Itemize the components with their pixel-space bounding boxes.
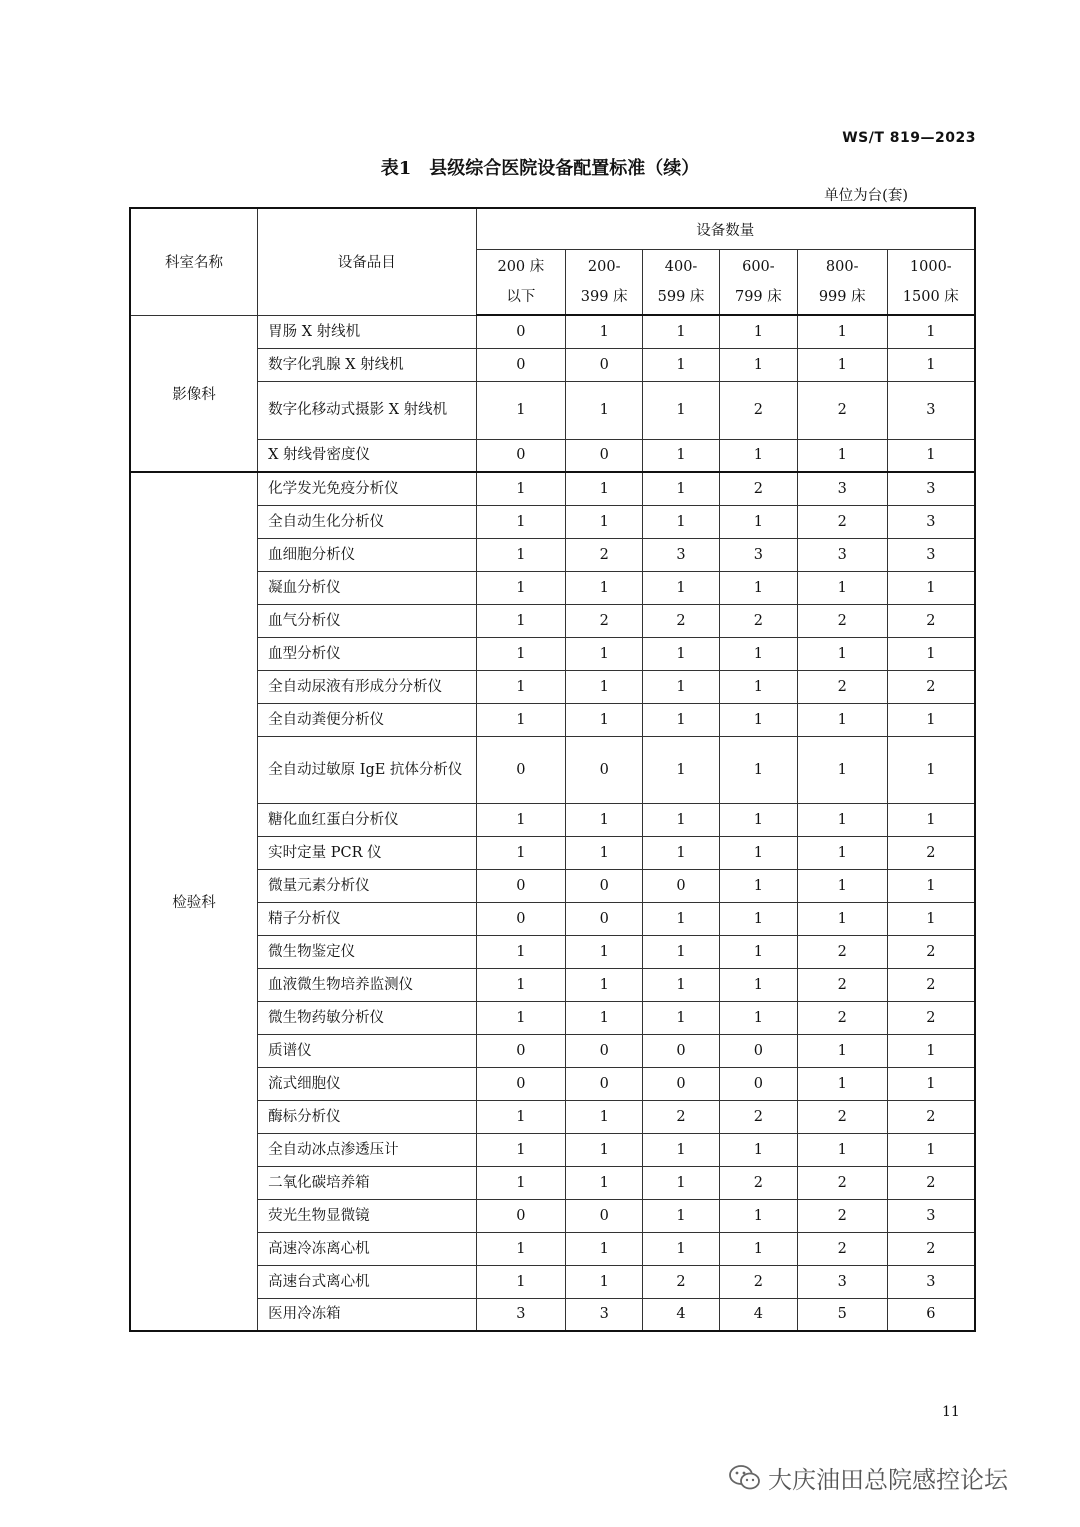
quantity-cell: 0 — [566, 348, 643, 381]
quantity-cell: 0 — [476, 1034, 566, 1067]
quantity-cell: 2 — [719, 1100, 797, 1133]
quantity-cell: 1 — [797, 703, 887, 736]
item-name-cell: 全自动粪便分析仪 — [258, 703, 476, 736]
quantity-cell: 1 — [476, 703, 566, 736]
quantity-cell: 2 — [797, 935, 887, 968]
table-row — [130, 439, 975, 472]
quantity-cell: 3 — [887, 1199, 975, 1232]
quantity-cell: 1 — [719, 703, 797, 736]
quantity-cell: 1 — [797, 1133, 887, 1166]
quantity-cell: 1 — [797, 736, 887, 803]
table-row — [130, 736, 975, 803]
table-row — [130, 571, 975, 604]
quantity-cell: 0 — [476, 315, 566, 348]
item-name-cell: 糖化血红蛋白分析仪 — [258, 803, 476, 836]
quantity-cell: 1 — [719, 505, 797, 538]
quantity-cell: 1 — [643, 1232, 720, 1265]
quantity-cell: 1 — [566, 670, 643, 703]
item-name-cell: 荧光生物显微镜 — [258, 1199, 476, 1232]
quantity-cell: 0 — [566, 1034, 643, 1067]
quantity-cell: 2 — [719, 1265, 797, 1298]
table-row — [130, 670, 975, 703]
table-row — [130, 1034, 975, 1067]
quantity-cell: 3 — [887, 505, 975, 538]
header-bed-line1: 200 床 — [497, 259, 545, 275]
quantity-cell: 1 — [566, 571, 643, 604]
header-bed-line2: 399 床 — [580, 289, 628, 305]
quantity-cell: 1 — [566, 1166, 643, 1199]
quantity-cell: 2 — [887, 968, 975, 1001]
table-row — [130, 637, 975, 670]
quantity-cell: 0 — [643, 869, 720, 902]
quantity-cell: 0 — [719, 1067, 797, 1100]
quantity-cell: 1 — [719, 315, 797, 348]
quantity-cell: 1 — [566, 1133, 643, 1166]
quantity-cell: 1 — [719, 1001, 797, 1034]
quantity-cell: 1 — [566, 505, 643, 538]
item-name-cell: 全自动冰点渗透压计 — [258, 1133, 476, 1166]
quantity-cell: 1 — [566, 836, 643, 869]
quantity-cell: 3 — [887, 381, 975, 439]
quantity-cell: 1 — [476, 935, 566, 968]
item-name-cell: 数字化移动式摄影 X 射线机 — [258, 381, 476, 439]
quantity-cell: 2 — [797, 1166, 887, 1199]
watermark — [728, 1460, 1008, 1495]
table-row — [130, 1001, 975, 1034]
quantity-cell: 1 — [797, 1034, 887, 1067]
item-name-cell: 血细胞分析仪 — [258, 538, 476, 571]
quantity-cell: 1 — [643, 968, 720, 1001]
header-bed-col — [476, 250, 566, 316]
item-name-cell: 胃肠 X 射线机 — [258, 315, 476, 348]
quantity-cell: 1 — [797, 348, 887, 381]
quantity-cell: 1 — [887, 315, 975, 348]
quantity-cell: 1 — [566, 968, 643, 1001]
quantity-cell: 1 — [887, 803, 975, 836]
quantity-cell: 1 — [797, 803, 887, 836]
table-row — [130, 1133, 975, 1166]
quantity-cell: 0 — [566, 1199, 643, 1232]
quantity-cell: 2 — [887, 1232, 975, 1265]
quantity-cell: 1 — [476, 1100, 566, 1133]
header-bed-line2: 599 床 — [657, 289, 705, 305]
table-row — [130, 348, 975, 381]
quantity-cell: 1 — [476, 538, 566, 571]
header-bed-line2: 以下 — [506, 289, 536, 305]
item-name-cell: 数字化乳腺 X 射线机 — [258, 348, 476, 381]
quantity-cell: 1 — [643, 736, 720, 803]
quantity-cell: 1 — [566, 315, 643, 348]
quantity-cell: 0 — [476, 439, 566, 472]
quantity-cell: 1 — [887, 703, 975, 736]
quantity-cell: 1 — [476, 968, 566, 1001]
quantity-cell: 1 — [719, 968, 797, 1001]
item-name-cell: 医用冷冻箱 — [258, 1298, 476, 1331]
header-bed-line1: 200- — [587, 259, 621, 275]
quantity-cell: 5 — [797, 1298, 887, 1331]
item-name-cell: 高速冷冻离心机 — [258, 1232, 476, 1265]
quantity-cell: 1 — [887, 348, 975, 381]
unit-note: 单位为台(套) — [824, 188, 908, 204]
quantity-cell: 1 — [566, 703, 643, 736]
quantity-cell: 3 — [719, 538, 797, 571]
quantity-cell: 1 — [643, 505, 720, 538]
quantity-cell: 1 — [719, 670, 797, 703]
table-row — [130, 803, 975, 836]
quantity-cell: 1 — [719, 803, 797, 836]
quantity-cell: 2 — [887, 1166, 975, 1199]
quantity-cell: 0 — [643, 1067, 720, 1100]
quantity-cell: 0 — [476, 869, 566, 902]
quantity-cell: 2 — [719, 381, 797, 439]
quantity-cell: 1 — [797, 315, 887, 348]
item-name-cell: 全自动尿液有形成分分析仪 — [258, 670, 476, 703]
item-name-cell: 凝血分析仪 — [258, 571, 476, 604]
table-row — [130, 472, 975, 505]
quantity-cell: 2 — [797, 968, 887, 1001]
header-bed-col — [887, 250, 975, 316]
quantity-cell: 1 — [566, 472, 643, 505]
table-row — [130, 381, 975, 439]
quantity-cell: 1 — [887, 637, 975, 670]
quantity-cell: 1 — [643, 381, 720, 439]
quantity-cell: 1 — [643, 803, 720, 836]
header-quantity: 设备数量 — [476, 208, 975, 250]
quantity-cell: 1 — [643, 472, 720, 505]
quantity-cell: 3 — [797, 1265, 887, 1298]
item-name-cell: 酶标分析仪 — [258, 1100, 476, 1133]
quantity-cell: 1 — [643, 1166, 720, 1199]
quantity-cell: 0 — [566, 439, 643, 472]
header-bed-line1: 800- — [825, 259, 859, 275]
item-name-cell: 血气分析仪 — [258, 604, 476, 637]
quantity-cell: 0 — [476, 736, 566, 803]
quantity-cell: 1 — [476, 637, 566, 670]
quantity-cell: 1 — [566, 1001, 643, 1034]
quantity-cell: 0 — [719, 1034, 797, 1067]
quantity-cell: 1 — [797, 902, 887, 935]
quantity-cell: 1 — [476, 1265, 566, 1298]
dept-cell: 检验科 — [130, 472, 258, 1331]
quantity-cell: 1 — [719, 637, 797, 670]
quantity-cell: 1 — [566, 935, 643, 968]
quantity-cell: 3 — [887, 1265, 975, 1298]
quantity-cell: 1 — [476, 604, 566, 637]
header-item: 设备品目 — [258, 208, 476, 315]
quantity-cell: 1 — [476, 1166, 566, 1199]
quantity-cell: 0 — [566, 1067, 643, 1100]
quantity-cell: 1 — [887, 439, 975, 472]
quantity-cell: 0 — [476, 1199, 566, 1232]
quantity-cell: 1 — [797, 637, 887, 670]
quantity-cell: 1 — [476, 571, 566, 604]
quantity-cell: 1 — [643, 1001, 720, 1034]
item-name-cell: 精子分析仪 — [258, 902, 476, 935]
quantity-cell: 3 — [887, 538, 975, 571]
table-title — [0, 154, 1080, 180]
quantity-cell: 1 — [887, 736, 975, 803]
header-bed-line2: 1500 床 — [902, 289, 959, 305]
quantity-cell: 1 — [476, 1232, 566, 1265]
quantity-cell: 1 — [566, 381, 643, 439]
item-name-cell: X 射线骨密度仪 — [258, 439, 476, 472]
item-name-cell: 全自动生化分析仪 — [258, 505, 476, 538]
quantity-cell: 1 — [719, 1199, 797, 1232]
quantity-cell: 4 — [643, 1298, 720, 1331]
quantity-cell: 1 — [643, 1199, 720, 1232]
item-name-cell: 质谱仪 — [258, 1034, 476, 1067]
quantity-cell: 0 — [476, 902, 566, 935]
quantity-cell: 2 — [887, 836, 975, 869]
header-bed-line1: 400- — [664, 259, 698, 275]
header-bed-line1: 600- — [742, 259, 775, 275]
quantity-cell: 1 — [643, 571, 720, 604]
item-name-cell: 微量元素分析仪 — [258, 869, 476, 902]
watermark-text: 大庆油田总院感控论坛 — [768, 1466, 1008, 1494]
table-row — [130, 1232, 975, 1265]
quantity-cell: 2 — [887, 604, 975, 637]
table-row — [130, 315, 975, 348]
table-row — [130, 505, 975, 538]
quantity-cell: 1 — [476, 1133, 566, 1166]
quantity-cell: 3 — [887, 472, 975, 505]
quantity-cell: 1 — [476, 803, 566, 836]
quantity-cell: 0 — [566, 869, 643, 902]
quantity-cell: 2 — [797, 1232, 887, 1265]
quantity-cell: 2 — [797, 381, 887, 439]
table-row — [130, 1298, 975, 1331]
quantity-cell: 6 — [887, 1298, 975, 1331]
quantity-cell: 2 — [797, 1100, 887, 1133]
table-row — [130, 968, 975, 1001]
quantity-cell: 2 — [643, 604, 720, 637]
quantity-cell: 1 — [797, 571, 887, 604]
table-title-prefix: 表1 — [380, 158, 412, 179]
table-row — [130, 1265, 975, 1298]
header-dept: 科室名称 — [130, 208, 258, 315]
item-name-cell: 实时定量 PCR 仪 — [258, 836, 476, 869]
table-title-text: 县级综合医院设备配置标准（续） — [429, 158, 700, 179]
header-bed-line2: 799 床 — [734, 289, 782, 305]
quantity-cell: 2 — [643, 1100, 720, 1133]
item-name-cell: 微生物鉴定仪 — [258, 935, 476, 968]
quantity-cell: 2 — [719, 472, 797, 505]
quantity-cell: 1 — [887, 869, 975, 902]
quantity-cell: 3 — [797, 538, 887, 571]
quantity-cell: 2 — [887, 1100, 975, 1133]
item-name-cell: 化学发光免疫分析仪 — [258, 472, 476, 505]
quantity-cell: 3 — [643, 538, 720, 571]
quantity-cell: 1 — [643, 902, 720, 935]
table-row — [130, 935, 975, 968]
quantity-cell: 1 — [797, 1067, 887, 1100]
quantity-cell: 3 — [566, 1298, 643, 1331]
quantity-cell: 1 — [566, 637, 643, 670]
quantity-cell: 1 — [887, 1067, 975, 1100]
quantity-cell: 4 — [719, 1298, 797, 1331]
header-bed-col — [566, 250, 643, 316]
table-row — [130, 1166, 975, 1199]
quantity-cell: 1 — [643, 315, 720, 348]
table-row — [130, 604, 975, 637]
quantity-cell: 3 — [797, 472, 887, 505]
quantity-cell: 1 — [476, 505, 566, 538]
quantity-cell: 1 — [643, 703, 720, 736]
quantity-cell: 1 — [719, 736, 797, 803]
quantity-cell: 1 — [476, 670, 566, 703]
item-name-cell: 高速台式离心机 — [258, 1265, 476, 1298]
item-name-cell: 全自动过敏原 IgE 抗体分析仪 — [258, 736, 476, 803]
quantity-cell: 1 — [643, 637, 720, 670]
quantity-cell: 2 — [566, 538, 643, 571]
quantity-cell: 1 — [643, 836, 720, 869]
quantity-cell: 1 — [719, 935, 797, 968]
quantity-cell: 0 — [476, 348, 566, 381]
equipment-table — [129, 207, 976, 1332]
quantity-cell: 1 — [797, 439, 887, 472]
quantity-cell: 0 — [566, 736, 643, 803]
quantity-cell: 1 — [476, 381, 566, 439]
wechat-icon — [728, 1463, 762, 1493]
quantity-cell: 1 — [566, 1100, 643, 1133]
quantity-cell: 2 — [797, 505, 887, 538]
quantity-cell: 1 — [719, 348, 797, 381]
header-bed-col — [797, 250, 887, 316]
item-name-cell: 二氧化碳培养箱 — [258, 1166, 476, 1199]
quantity-cell: 1 — [476, 472, 566, 505]
quantity-cell: 1 — [566, 803, 643, 836]
table-row — [130, 902, 975, 935]
quantity-cell: 2 — [887, 1001, 975, 1034]
quantity-cell: 1 — [643, 670, 720, 703]
quantity-cell: 1 — [476, 1001, 566, 1034]
header-bed-line2: 999 床 — [818, 289, 866, 305]
quantity-cell: 1 — [643, 1133, 720, 1166]
table-row — [130, 1100, 975, 1133]
quantity-cell: 0 — [566, 902, 643, 935]
quantity-cell: 0 — [476, 1067, 566, 1100]
quantity-cell: 2 — [797, 670, 887, 703]
quantity-cell: 1 — [643, 348, 720, 381]
quantity-cell: 1 — [887, 571, 975, 604]
table-row — [130, 1199, 975, 1232]
quantity-cell: 1 — [719, 571, 797, 604]
quantity-cell: 1 — [797, 869, 887, 902]
header-bed-col — [643, 250, 720, 316]
quantity-cell: 2 — [797, 604, 887, 637]
quantity-cell: 3 — [476, 1298, 566, 1331]
item-name-cell: 流式细胞仪 — [258, 1067, 476, 1100]
table-row — [130, 1067, 975, 1100]
quantity-cell: 1 — [887, 902, 975, 935]
quantity-cell: 1 — [887, 1034, 975, 1067]
standard-code: WS/T 819—2023 — [842, 130, 976, 146]
table-row — [130, 703, 975, 736]
page-number: 11 — [942, 1404, 960, 1420]
header-bed-line1: 1000- — [909, 259, 952, 275]
quantity-cell: 1 — [566, 1232, 643, 1265]
dept-cell: 影像科 — [130, 315, 258, 472]
quantity-cell: 2 — [719, 1166, 797, 1199]
quantity-cell: 1 — [476, 836, 566, 869]
quantity-cell: 1 — [566, 1265, 643, 1298]
quantity-cell: 2 — [719, 604, 797, 637]
quantity-cell: 1 — [719, 1133, 797, 1166]
quantity-cell: 2 — [887, 935, 975, 968]
quantity-cell: 2 — [797, 1199, 887, 1232]
quantity-cell: 1 — [719, 1232, 797, 1265]
quantity-cell: 1 — [719, 836, 797, 869]
quantity-cell: 2 — [797, 1001, 887, 1034]
quantity-cell: 1 — [797, 836, 887, 869]
quantity-cell: 2 — [887, 670, 975, 703]
item-name-cell: 血型分析仪 — [258, 637, 476, 670]
quantity-cell: 1 — [643, 935, 720, 968]
item-name-cell: 微生物药敏分析仪 — [258, 1001, 476, 1034]
quantity-cell: 1 — [643, 439, 720, 472]
quantity-cell: 1 — [719, 439, 797, 472]
quantity-cell: 1 — [719, 869, 797, 902]
quantity-cell: 1 — [719, 902, 797, 935]
table-row — [130, 869, 975, 902]
table-row — [130, 836, 975, 869]
quantity-cell: 1 — [887, 1133, 975, 1166]
quantity-cell: 0 — [643, 1034, 720, 1067]
header-bed-col — [719, 250, 797, 316]
quantity-cell: 2 — [566, 604, 643, 637]
table-row — [130, 538, 975, 571]
quantity-cell: 2 — [643, 1265, 720, 1298]
item-name-cell: 血液微生物培养监测仪 — [258, 968, 476, 1001]
